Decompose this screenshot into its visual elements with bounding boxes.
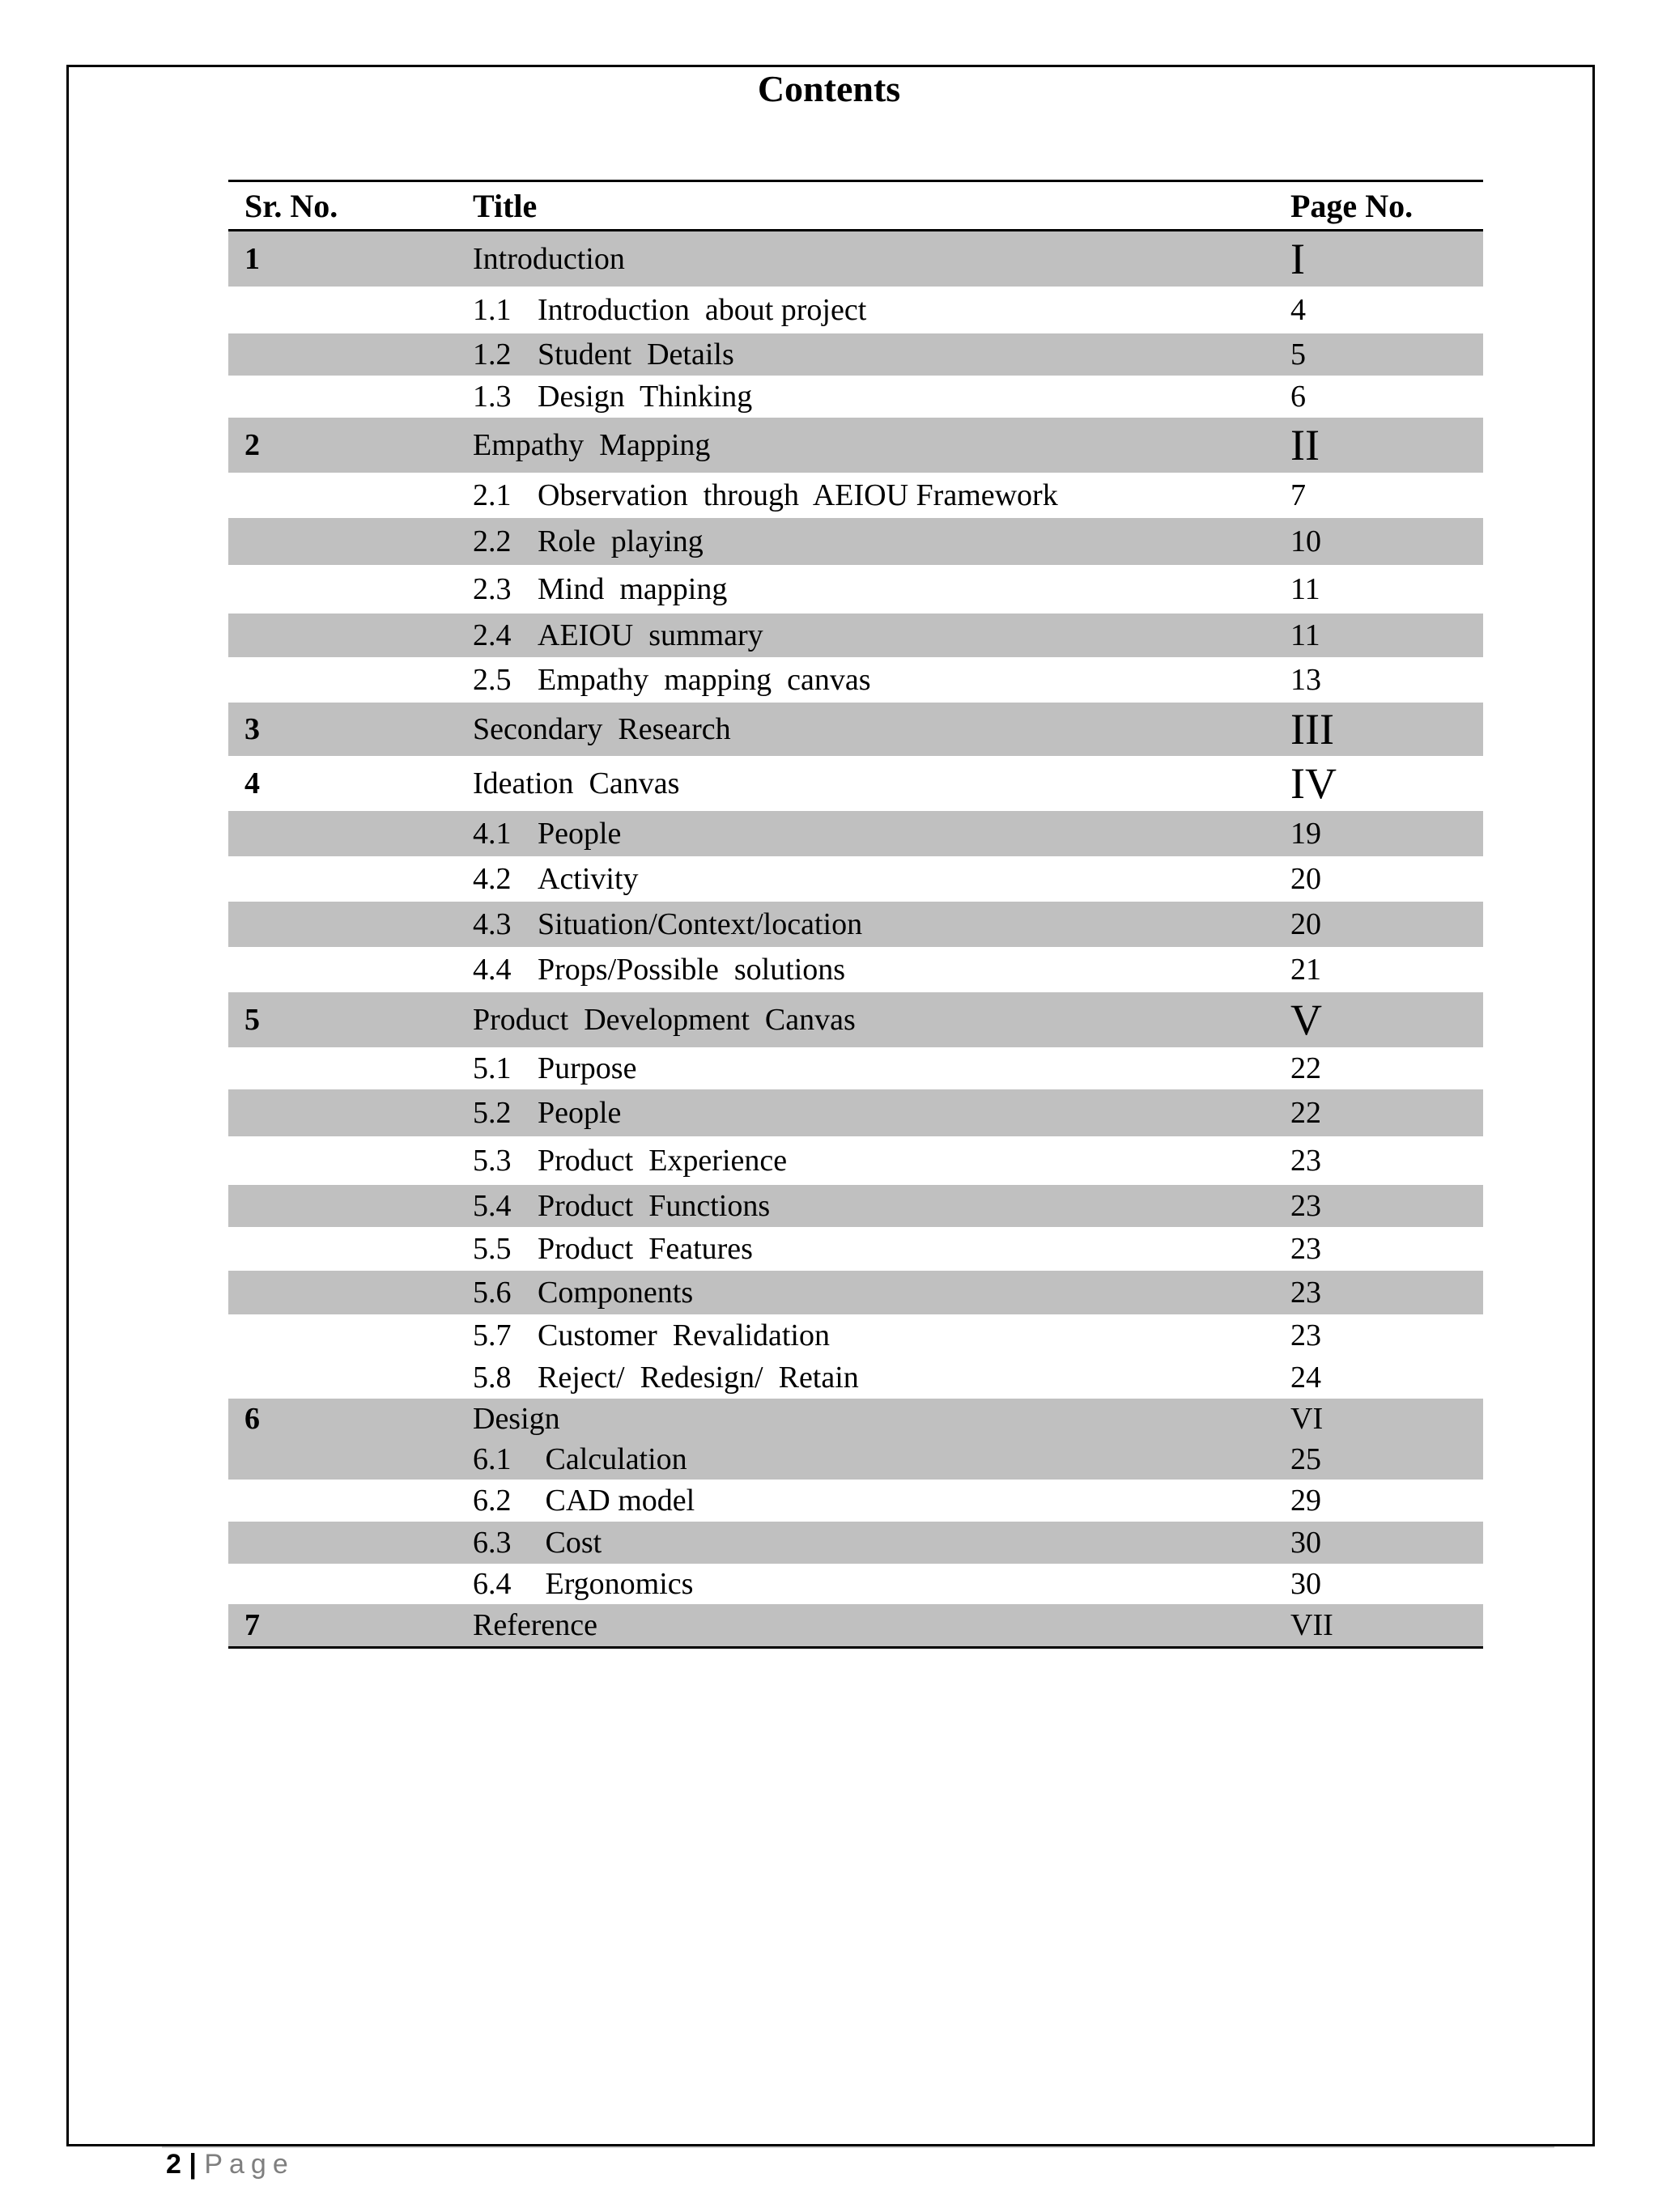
row-section-number: 4.4 bbox=[473, 953, 512, 987]
row-title bbox=[465, 711, 1290, 747]
row-title bbox=[465, 1360, 1290, 1395]
row-title bbox=[465, 1002, 1290, 1038]
table-row bbox=[228, 1314, 1483, 1356]
table-row bbox=[228, 992, 1483, 1047]
table-row bbox=[228, 703, 1483, 756]
row-page-no: 23 bbox=[1290, 1232, 1321, 1266]
row-section-number: 5.5 bbox=[473, 1232, 512, 1266]
row-section-number: 4.3 bbox=[473, 907, 512, 941]
table-row bbox=[228, 418, 1483, 473]
row-page-no: 25 bbox=[1290, 1442, 1321, 1476]
row-section-number: 6.3 bbox=[473, 1526, 512, 1560]
row-title-text: Ideation Canvas bbox=[473, 766, 680, 800]
row-title bbox=[465, 571, 1290, 607]
row-page-no: 6 bbox=[1290, 380, 1306, 414]
row-title bbox=[465, 662, 1290, 698]
row-page-no: 4 bbox=[1290, 293, 1306, 327]
table-row bbox=[228, 614, 1483, 657]
row-page-no: 20 bbox=[1290, 907, 1321, 941]
footer-page-label: Page bbox=[204, 2149, 295, 2180]
table-row bbox=[228, 287, 1483, 333]
row-page-no: 30 bbox=[1290, 1526, 1321, 1560]
row-page-no: V bbox=[1290, 996, 1322, 1044]
row-page-no: 11 bbox=[1290, 618, 1320, 652]
page-title: Contents bbox=[757, 68, 901, 109]
row-page-no: 20 bbox=[1290, 862, 1321, 896]
table-header bbox=[228, 182, 1483, 231]
row-section-number: 4.1 bbox=[473, 817, 512, 851]
row-page-no: 23 bbox=[1290, 1318, 1321, 1352]
table-row bbox=[228, 947, 1483, 992]
footer-page-number: 2 bbox=[166, 2149, 181, 2180]
row-section-number: 1.1 bbox=[473, 293, 512, 327]
row-section-number: 5.7 bbox=[473, 1318, 512, 1352]
row-page-no: 23 bbox=[1290, 1189, 1321, 1223]
row-page-no: 22 bbox=[1290, 1096, 1321, 1130]
row-title bbox=[465, 1188, 1290, 1224]
row-page-no: I bbox=[1290, 235, 1305, 283]
row-section-number: 5.8 bbox=[473, 1361, 512, 1395]
row-section-number: 6.2 bbox=[473, 1484, 512, 1518]
row-page-no: II bbox=[1290, 421, 1320, 469]
row-title bbox=[465, 1051, 1290, 1086]
row-page-no: 7 bbox=[1290, 478, 1306, 512]
table-row bbox=[228, 565, 1483, 614]
row-title bbox=[465, 1607, 1290, 1643]
row-page-no: 23 bbox=[1290, 1144, 1321, 1178]
row-title bbox=[465, 952, 1290, 987]
row-page-no: 23 bbox=[1290, 1276, 1321, 1310]
row-sr-no: 7 bbox=[244, 1608, 260, 1642]
row-section-number: 6.1 bbox=[473, 1442, 512, 1476]
table-row bbox=[228, 756, 1483, 811]
table-row bbox=[228, 1185, 1483, 1227]
row-title-text: People bbox=[538, 1096, 622, 1130]
row-page-no: 5 bbox=[1290, 338, 1306, 371]
row-title bbox=[465, 1095, 1290, 1131]
row-title-text: Student Details bbox=[538, 338, 734, 371]
row-page-no: 10 bbox=[1290, 524, 1321, 558]
row-title bbox=[465, 906, 1290, 942]
row-section-number: 1.2 bbox=[473, 338, 512, 371]
row-title bbox=[465, 861, 1290, 897]
row-section-number: 1.3 bbox=[473, 380, 512, 414]
page-footer bbox=[166, 2146, 295, 2182]
table-row bbox=[228, 1564, 1483, 1604]
row-title bbox=[465, 1401, 1290, 1437]
row-title-text: Product Features bbox=[538, 1232, 753, 1266]
row-section-number: 5.1 bbox=[473, 1051, 512, 1085]
footer-separator: | bbox=[189, 2149, 197, 2180]
header-page-no: Page No. bbox=[1290, 187, 1414, 224]
row-title-text: Product Experience bbox=[538, 1144, 788, 1178]
table-row bbox=[228, 811, 1483, 856]
table-row bbox=[228, 1227, 1483, 1271]
row-title-text: Components bbox=[538, 1276, 694, 1310]
row-sr-no: 1 bbox=[244, 242, 260, 276]
table-row bbox=[228, 518, 1483, 565]
row-title-text: Design bbox=[473, 1402, 560, 1436]
row-page-no: 24 bbox=[1290, 1361, 1321, 1395]
row-title-text: Cost bbox=[538, 1526, 602, 1560]
row-title-text: Calculation bbox=[538, 1442, 687, 1476]
row-sr-no: 3 bbox=[244, 712, 260, 746]
table-row bbox=[228, 1136, 1483, 1185]
table-row bbox=[228, 1439, 1483, 1480]
row-title-text: Mind mapping bbox=[538, 572, 728, 606]
row-section-number: 5.4 bbox=[473, 1189, 512, 1223]
row-section-number: 5.6 bbox=[473, 1276, 512, 1310]
table-row bbox=[228, 333, 1483, 376]
table-row bbox=[228, 1604, 1483, 1646]
row-title-text: Role playing bbox=[538, 524, 704, 558]
row-page-no: VII bbox=[1290, 1608, 1333, 1642]
row-title-text: Design Thinking bbox=[538, 380, 753, 414]
row-sr-no: 6 bbox=[244, 1402, 260, 1436]
row-title-text: Reference bbox=[473, 1608, 597, 1642]
row-title-text: CAD model bbox=[538, 1484, 695, 1518]
table-row bbox=[228, 231, 1483, 287]
row-title-text: Customer Revalidation bbox=[538, 1318, 830, 1352]
row-title-text: Introduction about project bbox=[538, 293, 867, 327]
row-title bbox=[465, 292, 1290, 328]
row-title bbox=[465, 478, 1290, 513]
row-title bbox=[465, 1441, 1290, 1477]
row-title-text: Observation through AEIOU Framework bbox=[538, 478, 1058, 512]
row-title-text: AEIOU summary bbox=[538, 618, 763, 652]
row-page-no: VI bbox=[1290, 1402, 1324, 1436]
table-row bbox=[228, 376, 1483, 418]
row-page-no: 22 bbox=[1290, 1051, 1321, 1085]
row-title-text: Reject/ Redesign/ Retain bbox=[538, 1361, 859, 1395]
row-title-text: Secondary Research bbox=[473, 712, 731, 746]
row-page-no: 13 bbox=[1290, 663, 1321, 697]
table-row bbox=[228, 1522, 1483, 1564]
row-section-number: 4.2 bbox=[473, 862, 512, 896]
row-title bbox=[465, 766, 1290, 801]
row-title bbox=[465, 1143, 1290, 1178]
table-row bbox=[228, 1356, 1483, 1399]
row-section-number: 2.1 bbox=[473, 478, 512, 512]
row-title-text: Empathy mapping canvas bbox=[538, 663, 871, 697]
table-row bbox=[228, 856, 1483, 902]
row-title bbox=[465, 816, 1290, 851]
row-title bbox=[465, 618, 1290, 653]
row-title bbox=[465, 337, 1290, 372]
table-row bbox=[228, 1271, 1483, 1314]
table-row bbox=[228, 657, 1483, 703]
table-row bbox=[228, 1089, 1483, 1136]
row-section-number: 2.3 bbox=[473, 572, 512, 606]
row-section-number: 2.2 bbox=[473, 524, 512, 558]
row-section-number: 6.4 bbox=[473, 1567, 512, 1601]
table-row bbox=[228, 1047, 1483, 1089]
row-title-text: Product Development Canvas bbox=[473, 1003, 856, 1037]
row-title-text: People bbox=[538, 817, 622, 851]
row-title-text: Props/Possible solutions bbox=[538, 953, 846, 987]
row-page-no: 30 bbox=[1290, 1567, 1321, 1601]
contents-table bbox=[228, 180, 1483, 1649]
table-row bbox=[228, 473, 1483, 518]
row-title bbox=[465, 427, 1290, 463]
row-page-no: III bbox=[1290, 705, 1334, 754]
row-page-no: 19 bbox=[1290, 817, 1321, 851]
row-title-text: Introduction bbox=[473, 242, 625, 276]
table-row bbox=[228, 1399, 1483, 1439]
row-title-text: Product Functions bbox=[538, 1189, 771, 1223]
row-section-number: 5.2 bbox=[473, 1096, 512, 1130]
table-row bbox=[228, 902, 1483, 947]
row-title bbox=[465, 1525, 1290, 1560]
table-body bbox=[228, 231, 1483, 1646]
row-section-number: 2.5 bbox=[473, 663, 512, 697]
row-title bbox=[465, 1483, 1290, 1518]
row-title bbox=[465, 1275, 1290, 1310]
row-title bbox=[465, 241, 1290, 277]
row-title-text: Situation/Context/location bbox=[538, 907, 863, 941]
row-sr-no: 5 bbox=[244, 1003, 260, 1037]
table-row bbox=[228, 1480, 1483, 1522]
row-title-text: Empathy Mapping bbox=[473, 428, 711, 462]
row-title-text: Activity bbox=[538, 862, 639, 896]
row-title bbox=[465, 1231, 1290, 1267]
row-title-text: Ergonomics bbox=[538, 1567, 694, 1601]
row-section-number: 5.3 bbox=[473, 1144, 512, 1178]
header-sr-no: Sr. No. bbox=[244, 187, 338, 224]
row-section-number: 2.4 bbox=[473, 618, 512, 652]
row-page-no: 29 bbox=[1290, 1484, 1321, 1518]
row-title bbox=[465, 1566, 1290, 1602]
header-title: Title bbox=[473, 187, 538, 224]
row-title bbox=[465, 1318, 1290, 1353]
row-page-no: IV bbox=[1290, 759, 1337, 808]
row-title bbox=[465, 379, 1290, 414]
row-sr-no: 4 bbox=[244, 766, 260, 800]
row-page-no: 21 bbox=[1290, 953, 1321, 987]
row-title-text: Purpose bbox=[538, 1051, 637, 1085]
row-title bbox=[465, 524, 1290, 559]
footer-divider bbox=[162, 2146, 1554, 2148]
row-sr-no: 2 bbox=[244, 428, 260, 462]
row-page-no: 11 bbox=[1290, 572, 1320, 606]
